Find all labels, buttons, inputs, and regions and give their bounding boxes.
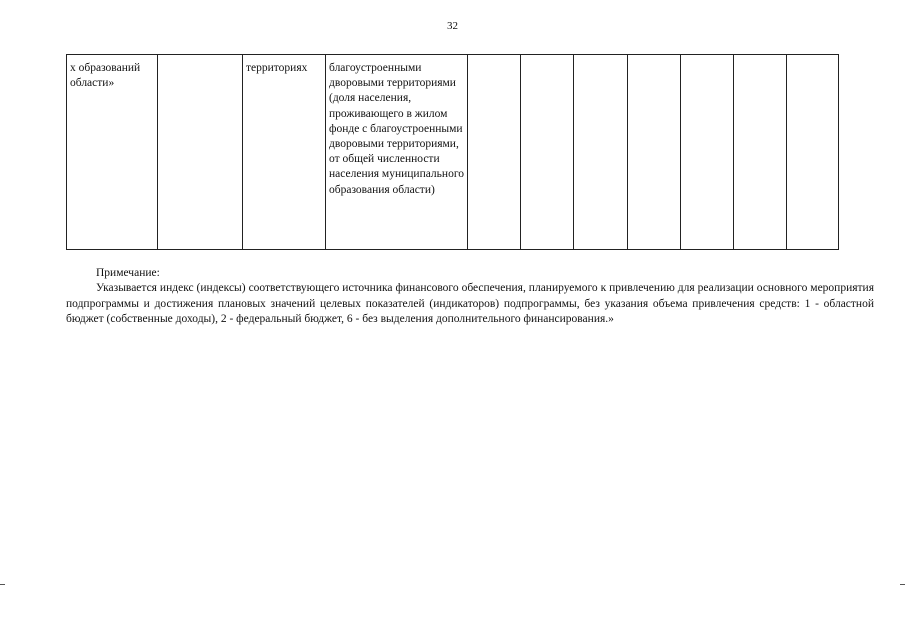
table-cell (521, 55, 574, 250)
note-text: Указывается индекс (индексы) соответствующего источника финансового обеспечения, планируемого к привлечению для реализации основного мероприятия подпрограммы и достижения плановых значений целевых показателей (индикаторов) подпрограммы, без указания объема привлечения средств: 1 - областной бюджет (собственные доходы), 2 - федеральный бюджет, 6 - без выделения дополнительного финансирования.» (66, 282, 874, 325)
table-cell: х образований области» (67, 55, 158, 250)
page-number: 32 (447, 20, 458, 32)
table-cell: территориях (243, 55, 326, 250)
table-cell (681, 55, 734, 250)
table-cell (158, 55, 243, 250)
table-row (67, 55, 839, 250)
table-cell (628, 55, 681, 250)
scan-edge-mark (0, 584, 5, 585)
table-cell (734, 55, 787, 250)
table-cell (787, 55, 839, 250)
indicator-table (66, 54, 839, 250)
table-cell (574, 55, 628, 250)
scan-edge-mark (900, 584, 905, 585)
table-cell: благоустроенными дворовыми территориями (доля населения, проживающего в жилом фонде с благоустроенными дворовыми территориями, от общей численности населения муниципального образования области) (326, 55, 468, 250)
table-cell (468, 55, 521, 250)
note-section (66, 266, 874, 327)
note-title: Примечание: (96, 267, 160, 279)
